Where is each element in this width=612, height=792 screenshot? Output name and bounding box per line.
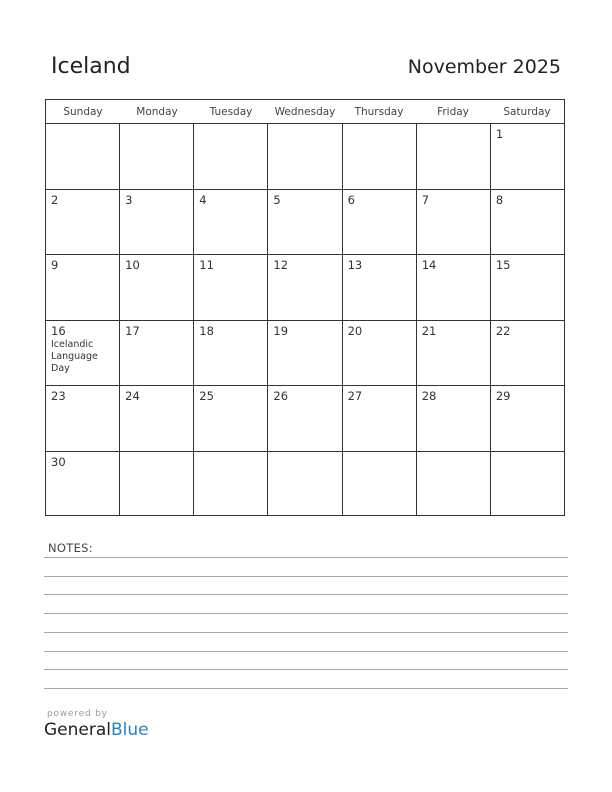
note-line bbox=[44, 557, 568, 558]
day-cell-27 bbox=[343, 386, 417, 451]
day-number: 9 bbox=[51, 258, 59, 272]
dow-sunday: Sunday bbox=[63, 106, 103, 118]
day-number: 18 bbox=[199, 323, 214, 338]
day-number: 6 bbox=[347, 192, 355, 207]
dow-monday: Monday bbox=[136, 106, 178, 118]
day-number: 12 bbox=[273, 258, 289, 272]
day-number: 7 bbox=[421, 192, 430, 207]
dow-saturday: Saturday bbox=[503, 106, 551, 118]
dow-thursday: Thursday bbox=[354, 106, 404, 118]
day-cell-23 bbox=[46, 386, 120, 451]
day-number: 28 bbox=[421, 389, 437, 403]
day-number: 27 bbox=[347, 389, 363, 403]
week-row bbox=[46, 255, 564, 321]
holiday-label: Icelandic Language Day bbox=[51, 338, 98, 374]
day-cell-5 bbox=[268, 190, 342, 255]
day-cell-4 bbox=[194, 190, 268, 255]
day-number: 5 bbox=[273, 192, 281, 207]
day-number: 14 bbox=[421, 258, 437, 272]
day-number: 23 bbox=[51, 389, 66, 403]
brand-blue: Blue bbox=[111, 720, 149, 740]
day-cell-20 bbox=[343, 321, 417, 386]
day-cell-22 bbox=[491, 321, 564, 386]
day-cell-7 bbox=[417, 190, 491, 255]
empty-day-cell bbox=[120, 124, 194, 189]
day-cell-30 bbox=[46, 452, 120, 517]
day-cell-6 bbox=[343, 190, 417, 255]
day-number: 25 bbox=[199, 389, 214, 403]
empty-day-cell bbox=[268, 452, 342, 517]
day-number: 30 bbox=[51, 454, 66, 469]
note-line bbox=[44, 669, 568, 670]
day-number: 10 bbox=[125, 258, 140, 272]
day-cell-1 bbox=[491, 124, 564, 189]
day-number: 29 bbox=[495, 389, 511, 403]
day-cell-25 bbox=[194, 386, 268, 451]
note-line bbox=[44, 594, 568, 595]
empty-day-cell bbox=[268, 124, 342, 189]
empty-day-cell bbox=[194, 124, 268, 189]
day-cell-15 bbox=[491, 255, 564, 320]
day-cell-21 bbox=[417, 321, 491, 386]
day-number: 2 bbox=[51, 192, 59, 207]
day-cell-28 bbox=[417, 386, 491, 451]
note-line bbox=[44, 576, 568, 577]
empty-day-cell bbox=[194, 452, 268, 517]
day-of-week-header bbox=[46, 100, 564, 124]
day-number: 3 bbox=[125, 192, 133, 207]
day-number: 1 bbox=[495, 127, 504, 141]
day-cell-26 bbox=[268, 386, 342, 451]
week-row bbox=[46, 321, 564, 387]
empty-day-cell bbox=[343, 452, 417, 517]
day-cell-24 bbox=[120, 386, 194, 451]
month-year-title: November 2025 bbox=[407, 56, 561, 78]
empty-day-cell bbox=[120, 452, 194, 517]
empty-day-cell bbox=[417, 124, 491, 189]
day-cell-14 bbox=[417, 255, 491, 320]
day-cell-12 bbox=[268, 255, 342, 320]
day-number: 13 bbox=[347, 258, 363, 272]
notes-label: NOTES: bbox=[48, 541, 93, 555]
day-number: 15 bbox=[495, 258, 511, 272]
day-number: 17 bbox=[125, 323, 140, 338]
day-number: 16 bbox=[51, 323, 66, 338]
week-row bbox=[46, 124, 564, 190]
country-title: Iceland bbox=[51, 54, 131, 79]
day-number: 21 bbox=[421, 323, 437, 338]
note-line bbox=[44, 651, 568, 652]
week-row bbox=[46, 452, 564, 517]
day-number: 11 bbox=[199, 258, 214, 272]
day-cell-18 bbox=[194, 321, 268, 386]
day-cell-13 bbox=[343, 255, 417, 320]
dow-tuesday: Tuesday bbox=[209, 106, 253, 118]
week-row bbox=[46, 190, 564, 256]
note-line bbox=[44, 613, 568, 614]
note-line bbox=[44, 632, 568, 633]
calendar-grid bbox=[45, 99, 565, 516]
day-number: 19 bbox=[273, 323, 289, 338]
brand-logo[interactable] bbox=[44, 720, 149, 740]
empty-day-cell bbox=[417, 452, 491, 517]
week-row bbox=[46, 386, 564, 452]
day-cell-3 bbox=[120, 190, 194, 255]
day-number: 4 bbox=[199, 192, 207, 207]
day-cell-2 bbox=[46, 190, 120, 255]
empty-day-cell bbox=[343, 124, 417, 189]
day-cell-29 bbox=[491, 386, 564, 451]
empty-day-cell bbox=[491, 452, 564, 517]
day-number: 8 bbox=[495, 192, 504, 207]
calendar-weeks bbox=[46, 124, 564, 516]
day-number: 26 bbox=[273, 389, 289, 403]
dow-wednesday: Wednesday bbox=[274, 106, 336, 118]
day-number: 22 bbox=[495, 323, 511, 338]
day-cell-11 bbox=[194, 255, 268, 320]
day-cell-17 bbox=[120, 321, 194, 386]
empty-day-cell bbox=[46, 124, 120, 189]
day-number: 20 bbox=[347, 323, 363, 338]
note-line bbox=[44, 688, 568, 689]
day-cell-16 bbox=[46, 321, 120, 386]
day-cell-9 bbox=[46, 255, 120, 320]
day-cell-19 bbox=[268, 321, 342, 386]
day-cell-8 bbox=[491, 190, 564, 255]
powered-by-text: powered by bbox=[47, 709, 108, 719]
day-cell-10 bbox=[120, 255, 194, 320]
dow-friday: Friday bbox=[437, 106, 469, 118]
brand-general: General bbox=[44, 720, 111, 740]
day-number: 24 bbox=[125, 389, 140, 403]
